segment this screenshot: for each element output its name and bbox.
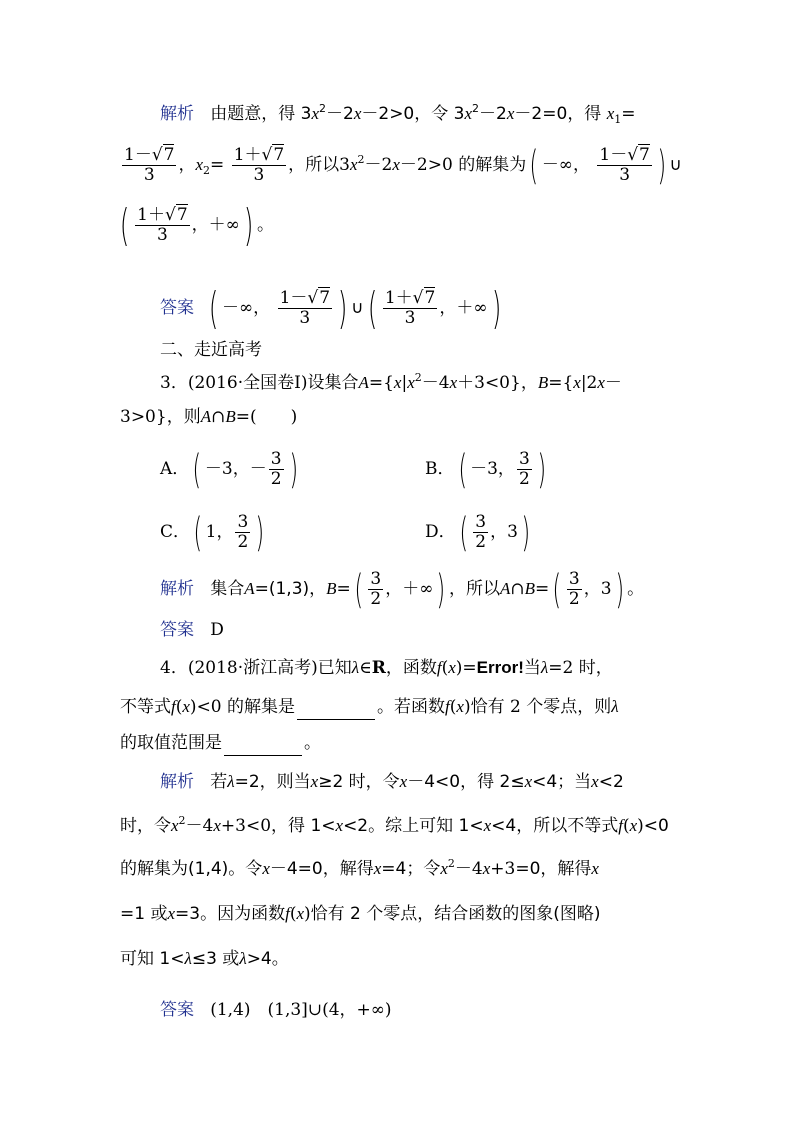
root-fraction-1: $\frac{1-√7}{3}$ [124,145,175,185]
q3-option-d: D．( $\frac{3}{2}$ ，3) [425,509,531,556]
root-fraction-2: $\frac{1+√7}{3}$ [233,145,285,185]
section-heading: 二、走近高考 [160,340,262,360]
q4-solution-line-1: 解析 若λ=2，则当x≥2 时，令x－4<0，得 2≤x<4；当x<2 [160,772,624,792]
q4-stem-line-2: 不等式f(x)<0 的解集是 。若函数f(x)恰有 2 个零点，则λ [120,695,619,720]
q3-option-a: A．( －3，－ $\frac{3}{2}$ ) [160,446,298,493]
jiexi-label: 解析 [160,104,194,124]
equation: $3x^2-2x-2=0$ [453,102,568,124]
q3-solution: 解析 集合A=(1,3)，B=( $\frac{3}{2}$ ，＋∞) ，所以A∩B=( $\frac{3}{2}$ ，3) 。 [160,566,645,613]
inequality: $3x^2-2x-2>0$ [300,102,415,124]
q3-stem-line-1: 3．(2016·全国卷Ⅰ)设集合$A=\{x|x^2-4x+3<0\}$，B={x|2x－ [160,371,622,393]
q3-stem-line-2: 3>0}，则A∩B=( ) [120,407,298,427]
solution-1-line-2: $\frac{1-√7}{3}$ ，$x_2=$ $\frac{1+√7}{3}$ ，所以$3x^2-2x-2>0$ 的解集为( －∞， $\frac{1-√7}{3}$ ) ∪ [124,142,682,189]
q4-solution-line-2: 时，令$x^2-4x+3<0$，得 1<x<2。综上可知 1<x<4，所以不等式f(x)<0 [120,814,669,836]
q4-solution-line-4: =1 或x=3。因为函数f(x)恰有 2 个零点，结合函数的图象(图略) [120,904,601,924]
solution-1-line-3: ( $\frac{1+√7}{3}$ ，＋∞) 。 [119,199,274,251]
q4-solution-line-3: 的解集为(1,4)。令x－4=0，解得x=4；令$x^2-4x+3=0$，解得x [120,857,599,879]
answer-blank-1 [297,695,375,720]
q3-option-c: C．( 1， $\frac{3}{2}$ ) [160,509,265,556]
answer-blank-2 [224,731,302,756]
q4-stem-line-1: 4．(2018·浙江高考)已知λ∈R，函数f(x)=Error!当λ=2 时， [160,658,613,678]
answer-4: 答案 (1,4) (1,3]∪(4，+∞) [160,1000,392,1020]
solution-1-line-1: 解析 由题意，得 $3x^2-2x-2>0$，令 $3x^2-2x-2=0$，得 $x_1=$ [160,102,636,126]
answer-3: 答案 D [160,620,224,640]
q3-option-b: B．( －3， $\frac{3}{2}$ ) [425,446,546,493]
q4-stem-line-3: 的取值范围是 。 [120,731,321,756]
answer-1: 答案 ( －∞， $\frac{1-√7}{3}$ ) ∪( $\frac{1+√7}{3}$ ，＋∞) [160,282,501,334]
q4-solution-line-5: 可知 1<λ≤3 或λ>4。 [120,949,289,969]
daan-label: 答案 [160,298,194,318]
